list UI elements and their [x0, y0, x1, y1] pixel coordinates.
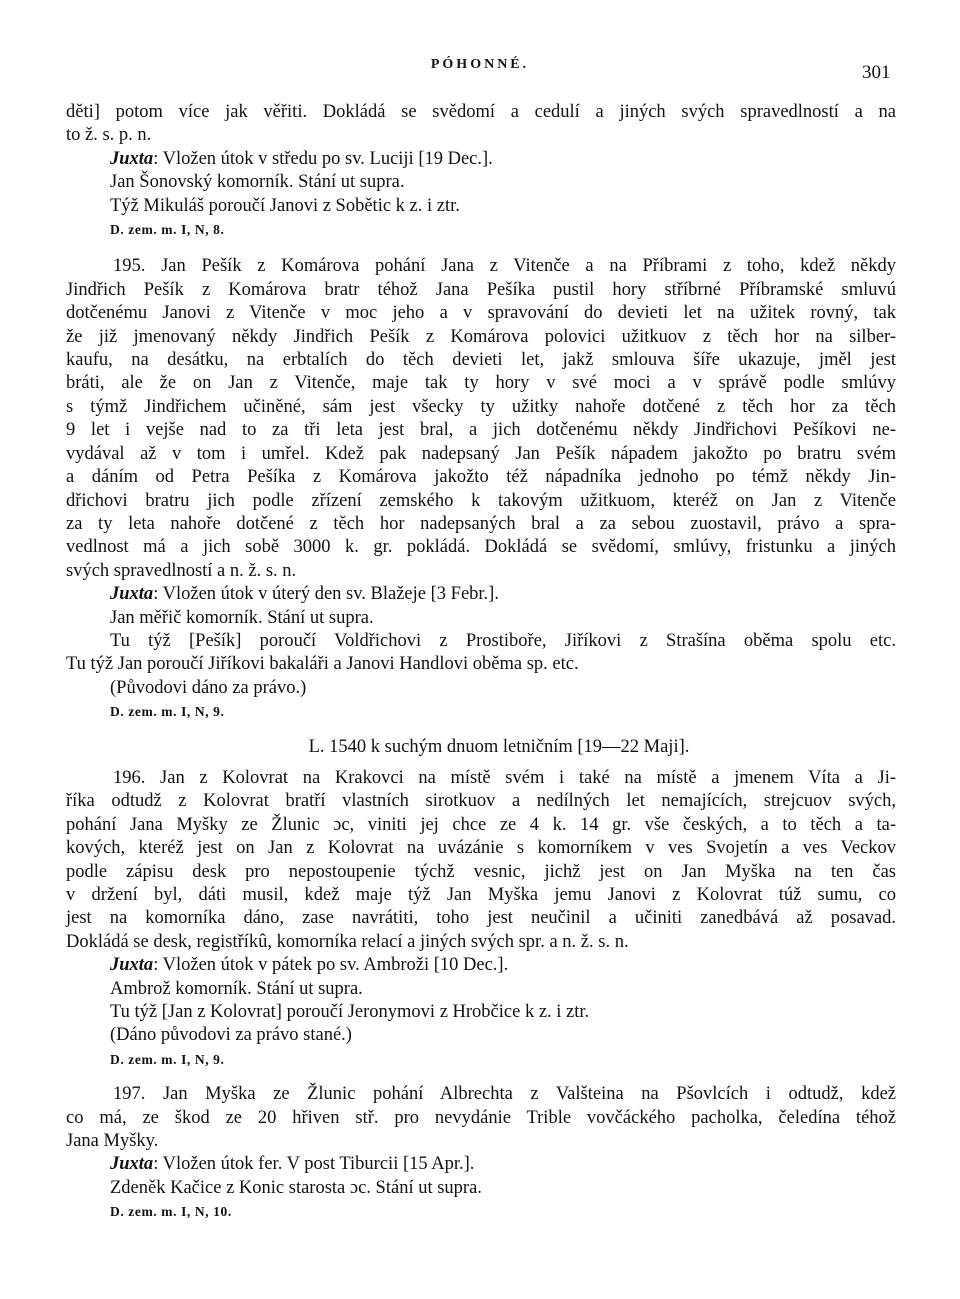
text-line: jest na komorníka dáno, zase navrátiti, toho jest neučinil a učiniti zanedbává až posavad.	[66, 908, 896, 929]
text-line: říka odtudž z Kolovrat bratří vlastních sirotkuov a nedílných let nemajících, strejcuov svých,	[66, 791, 896, 812]
text-line: bráti, ale že on Jan z Vitenče, maje tak ty hory v své moci a v správě podle smlúvy	[66, 373, 896, 394]
text-line: pohání Jana Myšky ze Žlunic ɔc, viniti jej chce ze 4 k. 14 gr. vše českých, a to těch a ta-	[66, 814, 896, 835]
text-line: podle zápisu desk pro nepostoupenie týchž vesnic, jichž jest on Jan Myška na ten čas	[66, 861, 896, 882]
juxta-label: Juxta	[110, 955, 154, 976]
text-line: 195. Jan Pešík z Komárova pohání Jana z Vitenče a na Příbrami z toho, kdež někdy	[113, 256, 896, 277]
juxta-note	[66, 1153, 896, 1176]
note-line: Tu týž [Jan z Kolovrat] poroučí Jeronymovi z Hrobčice k z. i ztr.	[110, 1002, 590, 1023]
note-line: (Původovi dáno za právo.)	[110, 677, 307, 698]
text-line: a dáním od Petra Pešíka z Komárova jakožto též nápadníka jednoho po témž někdy Jin-	[66, 467, 896, 488]
note-line: (Dáno původovi za právo stané.)	[110, 1025, 352, 1046]
text-line: Jana Myšky.	[66, 1131, 159, 1152]
source-reference: D. zem. m. I, N, 9.	[110, 1051, 225, 1067]
juxta-text: : Vložen útok fer. V post Tiburcii [15 Apr.].	[153, 1154, 475, 1175]
juxta-label: Juxta	[110, 584, 154, 605]
juxta-label: Juxta	[110, 1154, 154, 1175]
note-line: Týž Mikuláš poroučí Janovi z Sobětic k z. i ztr.	[110, 195, 460, 216]
juxta-text: : Vložen útok v pátek po sv. Ambroži [10 Dec.].	[153, 955, 509, 976]
entry-195	[66, 255, 896, 723]
text-line: co má, ze škod ze 20 hřiven stř. pro nevydánie Trible vovčáckého pacholka, čeledína téhož	[66, 1107, 896, 1128]
date-heading: L. 1540 k suchým dnuom letničním [19—22 Maji].	[308, 736, 690, 757]
text-line: kových, kteréž jest on Jan z Kolovrat na uvázánie s komorníkem v ves Svojetín a ves Veckov	[66, 838, 896, 859]
juxta-text: : Vložen útok v úterý den sv. Blažeje [3 Febr.].	[153, 584, 499, 605]
text-line: děti] potom více jak věřiti. Dokládá se svědomí a cedulí a jiných svých spravedlností a na	[66, 102, 896, 122]
entry-continuation	[66, 101, 896, 241]
text-line: že již jmenovaný někdy Jindřich Pešík z Komárova polovici užitkuov z těch hor na silber-	[66, 326, 896, 347]
juxta-text: : Vložen útok v středu po sv. Luciji [19 Dec.].	[153, 148, 493, 169]
note-line: Ambrož komorník. Stání ut supra.	[110, 978, 363, 999]
note-line: Jan měřič komorník. Stání ut supra.	[110, 607, 374, 628]
source-reference: D. zem. m. I, N, 9.	[110, 704, 225, 720]
note-line: Tu týž [Pešík] poroučí Voldřichovi z Prostiboře, Jiříkovi z Strašína oběma spolu etc.	[110, 630, 896, 651]
text-line: vedlnost má a jich sobě 3000 k. gr. pokládá. Dokládá se svědomí, smlúvy, fristunku a jiných	[66, 537, 896, 558]
text-line: za ty leta nahoře dotčené z těch hor nadepsaných bral a za sebou zuostavil, právo a spra-	[66, 513, 896, 534]
source-reference: D. zem. m. I, N, 8.	[110, 222, 225, 238]
text-line: dotčenému Janovi z Vitenče v moc jeho a v spravování do devieti let na užitek rovný, tak	[66, 303, 896, 324]
text-line: kaufu, na desátku, na erbtalích do těch devieti let, jakž smlouva šíře ukazuje, jměl jest	[66, 350, 896, 371]
text-line: to ž. s. p. n.	[66, 125, 152, 146]
entry-197	[66, 1083, 896, 1223]
text-line: 196. Jan z Kolovrat na Krakovci na místě svém i také na místě a jmenem Víta a Ji-	[113, 767, 896, 788]
juxta-note	[66, 583, 896, 606]
running-head: PÓHONNÉ.	[430, 57, 530, 72]
text-line: Dokládá se desk, registříkû, komorníka relací a jiných svých spr. a n. ž. s. n.	[66, 931, 629, 952]
text-line: 9 let i vejše nad to za tři leta jest bral, a jich dotčenému někdy Jindřichovi Pešíkovi ne-	[66, 420, 896, 441]
page-number: 301	[862, 62, 891, 83]
juxta-label: Juxta	[110, 148, 154, 169]
entry-196	[66, 767, 896, 1071]
text-line: s týmž Jindřichem učiněné, sám jest všecky ty užitky nahoře dotčené z těch hor za těch	[66, 396, 896, 417]
text-line: vydával až v tom i umřel. Kdež pak nadepsaný Jan Pešík nápadem jakožto po bratru svém	[66, 443, 896, 464]
note-line: Zdeněk Kačice z Konic starosta ɔc. Stání ut supra.	[110, 1177, 482, 1198]
text-line: dřichovi bratru jich podle zřízení zemského k takovým užitkuom, kteréž on Jan z Vitenče	[66, 490, 896, 511]
source-reference: D. zem. m. I, N, 10.	[110, 1204, 232, 1220]
juxta-note	[66, 148, 896, 171]
note-line: Jan Šonovský komorník. Stání ut supra.	[110, 172, 405, 193]
juxta-note	[66, 954, 896, 977]
text-line: Jindřich Pešík z Komárova bratr téhož Jana Pešíka pustil hory stříbrné Příbramské smluvú	[66, 279, 896, 300]
text-line: svých spravedlností a n. ž. s. n.	[66, 560, 297, 581]
text-line: 197. Jan Myška ze Žlunic pohání Albrechta z Valšteina na Pšovlcích i odtudž, kdež	[113, 1084, 896, 1105]
text-line: v držení byl, dáti musil, kdež maje týž Jan Myška jemu Janovi z Kolovrat túž sumu, co	[66, 885, 896, 905]
body-text	[66, 101, 896, 1224]
note-line: Tu týž Jan poroučí Jiříkovi bakaláři a Janovi Handlovi oběma sp. etc.	[66, 654, 579, 675]
